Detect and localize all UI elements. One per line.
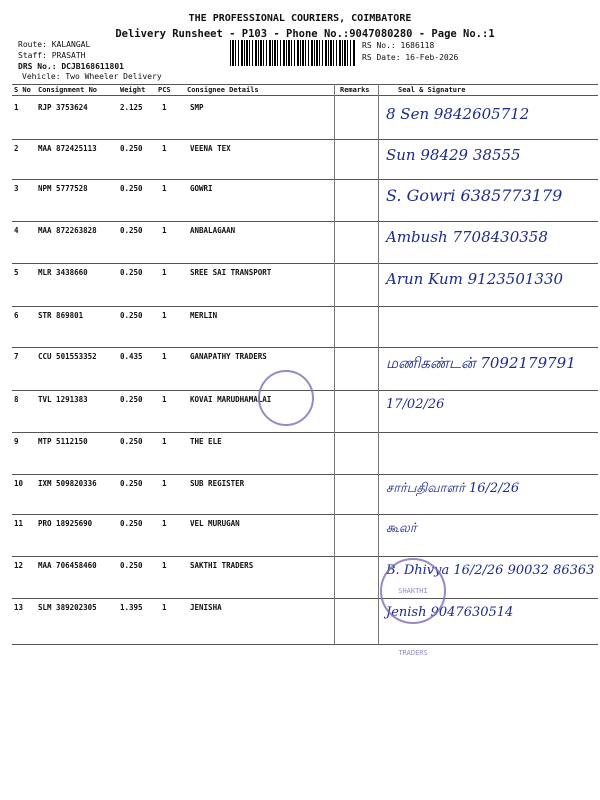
cell-weight: 0.250 xyxy=(120,437,143,446)
cell-consignee: GOWRI xyxy=(190,184,213,193)
table-top-rule xyxy=(12,84,598,85)
cell-pcs: 1 xyxy=(162,311,167,320)
cell-pcs: 1 xyxy=(162,268,167,277)
staff-value: PRASATH xyxy=(51,51,86,60)
row-rule xyxy=(12,432,598,433)
cell-consignment: PRO 18925690 xyxy=(38,519,93,528)
cell-sno: 6 xyxy=(14,311,19,320)
cell-consignee: MERLIN xyxy=(190,311,218,320)
route-value: KALANGAL xyxy=(51,40,91,49)
header-rule xyxy=(12,95,598,96)
cell-consignee: SMP xyxy=(190,103,204,112)
cell-sno: 5 xyxy=(14,268,19,277)
signature-handwriting: 17/02/26 xyxy=(386,397,445,412)
col-consignment: Consignment No xyxy=(38,86,98,94)
signature-handwriting: Jenish 9047630514 xyxy=(386,605,514,620)
drs-value: DCJB168611801 xyxy=(61,62,124,71)
cell-sno: 7 xyxy=(14,352,19,361)
cell-sno: 2 xyxy=(14,144,19,153)
signature-handwriting: மணிகண்டன் 7092179791 xyxy=(386,354,576,372)
cell-sno: 10 xyxy=(14,479,24,488)
cell-sno: 9 xyxy=(14,437,19,446)
cell-pcs: 1 xyxy=(162,226,167,235)
cell-consignee: THE ELE xyxy=(190,437,222,446)
cell-consignee: ANBALAGAAN xyxy=(190,226,236,235)
row-rule xyxy=(12,474,598,475)
col-consignee: Consignee Details xyxy=(187,86,259,94)
col-pcs: PCS xyxy=(158,86,171,94)
cell-consignment: TVL 1291383 xyxy=(38,395,88,404)
cell-consignment: MAA 706458460 xyxy=(38,561,97,570)
vehicle-value: Two Wheeler Delivery xyxy=(65,72,162,81)
rs-date-value: 16-Feb-2026 xyxy=(405,53,459,62)
cell-pcs: 1 xyxy=(162,103,167,112)
cell-weight: 0.250 xyxy=(120,519,143,528)
staff-line: Staff: PRASATH xyxy=(18,51,86,60)
page-title: THE PROFESSIONAL COURIERS, COIMBATORE xyxy=(188,13,412,24)
cell-consignment: MLR 3438660 xyxy=(38,268,88,277)
drs-line: DRS No.: DCJB168611801 xyxy=(18,62,124,71)
cell-sno: 8 xyxy=(14,395,19,404)
cell-consignment: CCU 501553352 xyxy=(38,352,97,361)
cell-weight: 1.395 xyxy=(120,603,143,612)
cell-consignment: RJP 3753624 xyxy=(38,103,88,112)
cell-pcs: 1 xyxy=(162,603,167,612)
cell-consignment: NPM 5777528 xyxy=(38,184,88,193)
col-signature: Seal & Signature xyxy=(398,86,466,94)
remarks-divider xyxy=(334,84,335,645)
cell-sno: 4 xyxy=(14,226,19,235)
row-rule xyxy=(12,263,598,264)
cell-consignment: MAA 872425113 xyxy=(38,144,97,153)
row-rule xyxy=(12,347,598,348)
cell-consignment: MTP 5112150 xyxy=(38,437,88,446)
vehicle-line: Vehicle: Two Wheeler Delivery xyxy=(22,72,162,81)
cell-pcs: 1 xyxy=(162,352,167,361)
cell-pcs: 1 xyxy=(162,519,167,528)
cell-consignment: IXM 509820336 xyxy=(38,479,97,488)
signature-handwriting: Arun Kum 9123501330 xyxy=(386,270,564,288)
signature-handwriting: Sun 98429 38555 xyxy=(386,146,521,164)
cell-pcs: 1 xyxy=(162,395,167,404)
cell-weight: 0.250 xyxy=(120,144,143,153)
cell-consignee: KOVAI MARUDHAMALAI xyxy=(190,395,272,404)
cell-pcs: 1 xyxy=(162,479,167,488)
row-rule xyxy=(12,598,598,599)
cell-consignee: VEENA TEX xyxy=(190,144,231,153)
col-sno: S No xyxy=(14,86,31,94)
cell-consignee: JENISHA xyxy=(190,603,222,612)
cell-sno: 1 xyxy=(14,103,19,112)
cell-sno: 12 xyxy=(14,561,24,570)
signature-divider xyxy=(378,84,379,645)
row-rule xyxy=(12,306,598,307)
signature-handwriting: S. Gowri 6385773179 xyxy=(386,186,563,205)
cell-consignment: STR 869801 xyxy=(38,311,84,320)
cell-sno: 3 xyxy=(14,184,19,193)
cell-weight: 0.250 xyxy=(120,184,143,193)
table-bottom-rule xyxy=(12,644,598,645)
cell-weight: 0.250 xyxy=(120,479,143,488)
signature-handwriting: சார்பதிவாளர் 16/2/26 xyxy=(386,481,520,496)
cell-weight: 0.250 xyxy=(120,395,143,404)
page-subtitle: Delivery Runsheet - P103 - Phone No.:9047080280 - Page No.:1 xyxy=(115,28,495,40)
signature-handwriting: Ambush 7708430358 xyxy=(386,228,548,246)
seal-stamp-sakthi: SHAKTHI TRADERS xyxy=(380,558,446,624)
row-rule xyxy=(12,179,598,180)
cell-weight: 0.250 xyxy=(120,561,143,570)
seal-stamp-ganapathy xyxy=(258,370,314,426)
col-weight: Weight xyxy=(120,86,146,94)
cell-pcs: 1 xyxy=(162,184,167,193)
cell-weight: 2.125 xyxy=(120,103,143,112)
cell-pcs: 1 xyxy=(162,437,167,446)
rs-no-value: 1686118 xyxy=(400,41,435,50)
cell-sno: 11 xyxy=(14,519,24,528)
row-rule xyxy=(12,139,598,140)
cell-weight: 0.250 xyxy=(120,268,143,277)
cell-pcs: 1 xyxy=(162,144,167,153)
cell-pcs: 1 xyxy=(162,561,167,570)
signature-handwriting: கூலர் xyxy=(386,521,417,536)
col-remarks: Remarks xyxy=(340,86,370,94)
cell-consignee: GANAPATHY TRADERS xyxy=(190,352,267,361)
cell-consignment: SLM 389202305 xyxy=(38,603,97,612)
cell-consignee: SAKTHI TRADERS xyxy=(190,561,254,570)
barcode xyxy=(230,40,355,66)
cell-weight: 0.250 xyxy=(120,226,143,235)
row-rule xyxy=(12,514,598,515)
rs-date-line: RS Date: 16-Feb-2026 xyxy=(362,53,459,62)
cell-consignee: SREE SAI TRANSPORT xyxy=(190,268,272,277)
route-line: Route: KALANGAL xyxy=(18,40,91,49)
cell-consignment: MAA 872263828 xyxy=(38,226,97,235)
row-rule xyxy=(12,221,598,222)
rs-no-line: RS No.: 1686118 xyxy=(362,41,435,50)
cell-weight: 0.250 xyxy=(120,311,143,320)
signature-handwriting: 8 Sen 9842605712 xyxy=(386,105,530,123)
cell-sno: 13 xyxy=(14,603,24,612)
cell-weight: 0.435 xyxy=(120,352,143,361)
row-rule xyxy=(12,556,598,557)
signature-handwriting: B. Dhivya 16/2/26 90032 86363 xyxy=(386,563,595,578)
cell-consignee: SUB REGISTER xyxy=(190,479,245,488)
cell-consignee: VEL MURUGAN xyxy=(190,519,240,528)
